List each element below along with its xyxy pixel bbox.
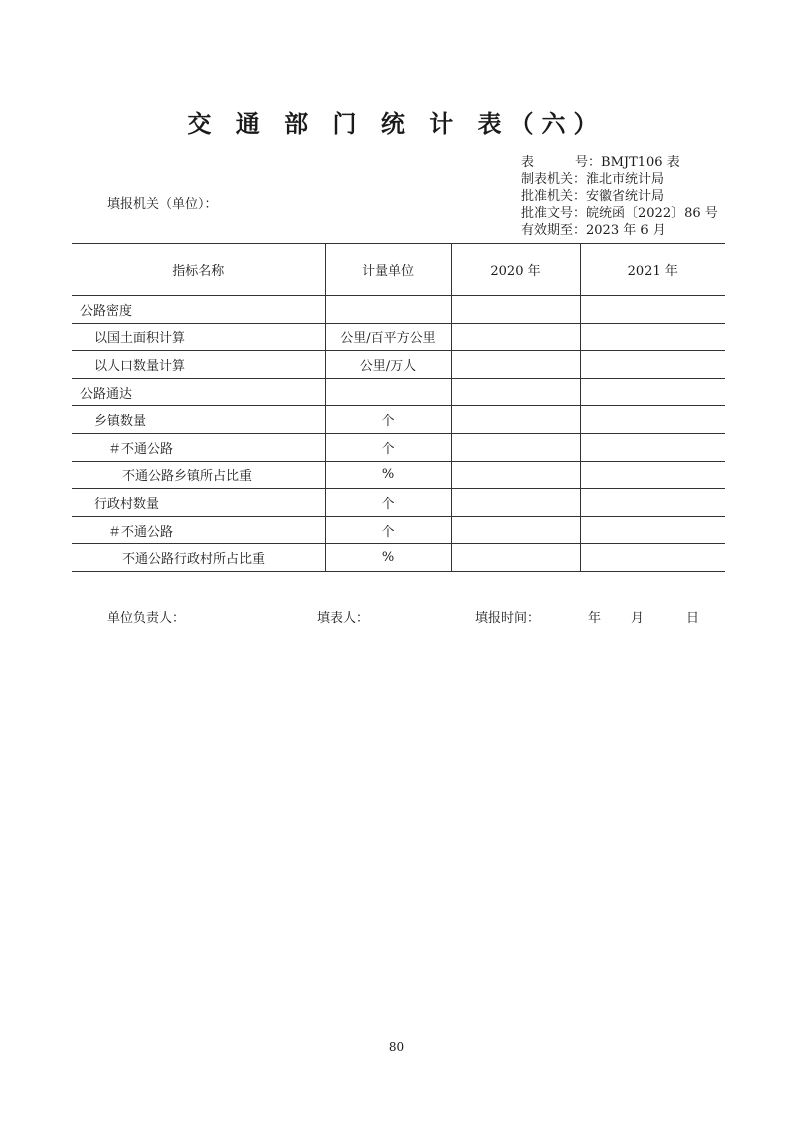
value-cell-2020[interactable]	[451, 323, 580, 351]
indicator-name: 不通公路行政村所占比重	[72, 544, 325, 572]
value-cell-2020[interactable]	[451, 378, 580, 406]
table-row	[72, 323, 725, 351]
indicator-name: ＃不通公路	[72, 516, 325, 544]
meta-document-number	[521, 205, 718, 222]
indicator-name: 行政村数量	[72, 489, 325, 517]
value-cell-2021[interactable]	[580, 378, 725, 406]
indicator-name: 不通公路乡镇所占比重	[72, 461, 325, 489]
table-row	[72, 516, 725, 544]
meta-valid-until	[521, 222, 718, 239]
value-cell-2021[interactable]	[580, 351, 725, 379]
unit-cell	[325, 296, 451, 324]
table-row	[72, 406, 725, 434]
page-title: 交 通 部 门 统 计 表（六）	[187, 110, 606, 138]
value-cell-2020[interactable]	[451, 461, 580, 489]
meta-value: 皖统函〔2022〕86 号	[586, 206, 718, 221]
date-year-label: 年	[588, 611, 602, 626]
unit-cell	[325, 378, 451, 406]
meta-key: 表	[521, 155, 535, 170]
meta-value: 2023 年 6 月	[586, 223, 666, 238]
value-cell-2021[interactable]	[580, 489, 725, 517]
unit-cell: 公里/万人	[325, 351, 451, 379]
table-row	[72, 544, 725, 572]
value-cell-2021[interactable]	[580, 516, 725, 544]
unit-head-label: 单位负责人：	[107, 611, 186, 626]
table-metadata	[521, 154, 718, 239]
meta-maker	[521, 171, 718, 188]
header-year-2021: 2021 年	[580, 244, 725, 296]
indicator-name: 公路密度	[72, 296, 325, 324]
header-unit: 计量单位	[325, 244, 451, 296]
meta-value: BMJT106 表	[601, 155, 680, 170]
unit-cell: 个	[325, 516, 451, 544]
fill-date-label: 填报时间：	[475, 611, 541, 626]
indicator-name: ＃不通公路	[72, 433, 325, 461]
meta-value: 安徽省统计局	[586, 189, 665, 204]
value-cell-2020[interactable]	[451, 433, 580, 461]
unit-cell: %	[325, 461, 451, 489]
unit-cell: 个	[325, 489, 451, 517]
table-row	[72, 378, 725, 406]
indicator-name: 以国土面积计算	[72, 323, 325, 351]
value-cell-2020[interactable]	[451, 544, 580, 572]
page-number: 80	[388, 1040, 405, 1054]
unit-cell: 个	[325, 433, 451, 461]
indicator-name: 公路通达	[72, 378, 325, 406]
table-header-row	[72, 244, 725, 296]
meta-key: 批准机关：	[521, 189, 587, 204]
meta-key: 号：	[575, 155, 602, 170]
meta-value: 淮北市统计局	[586, 172, 665, 187]
value-cell-2020[interactable]	[451, 516, 580, 544]
table-row	[72, 489, 725, 517]
value-cell-2020[interactable]	[451, 489, 580, 517]
date-month-label: 月	[631, 611, 645, 626]
filler-organization-label: 填报机关（单位）：	[107, 197, 218, 212]
table-row	[72, 433, 725, 461]
value-cell-2021[interactable]	[580, 323, 725, 351]
preparer-label: 填表人：	[317, 611, 370, 626]
value-cell-2021[interactable]	[580, 433, 725, 461]
value-cell-2021[interactable]	[580, 296, 725, 324]
value-cell-2021[interactable]	[580, 406, 725, 434]
header-year-2020: 2020 年	[451, 244, 580, 296]
indicator-name: 以人口数量计算	[72, 351, 325, 379]
table-row	[72, 296, 725, 324]
table-row	[72, 351, 725, 379]
value-cell-2020[interactable]	[451, 296, 580, 324]
statistics-table	[72, 243, 725, 572]
meta-key: 制表机关：	[521, 172, 587, 187]
meta-approver	[521, 188, 718, 205]
unit-cell: %	[325, 544, 451, 572]
value-cell-2020[interactable]	[451, 406, 580, 434]
unit-cell: 个	[325, 406, 451, 434]
indicator-name: 乡镇数量	[72, 406, 325, 434]
table-row	[72, 461, 725, 489]
meta-table-number	[521, 154, 718, 171]
value-cell-2021[interactable]	[580, 461, 725, 489]
unit-cell: 公里/百平方公里	[325, 323, 451, 351]
meta-key: 有效期至：	[521, 223, 587, 238]
value-cell-2021[interactable]	[580, 544, 725, 572]
value-cell-2020[interactable]	[451, 351, 580, 379]
header-indicator-name: 指标名称	[72, 244, 325, 296]
date-day-label: 日	[686, 611, 700, 626]
meta-key: 批准文号：	[521, 206, 587, 221]
